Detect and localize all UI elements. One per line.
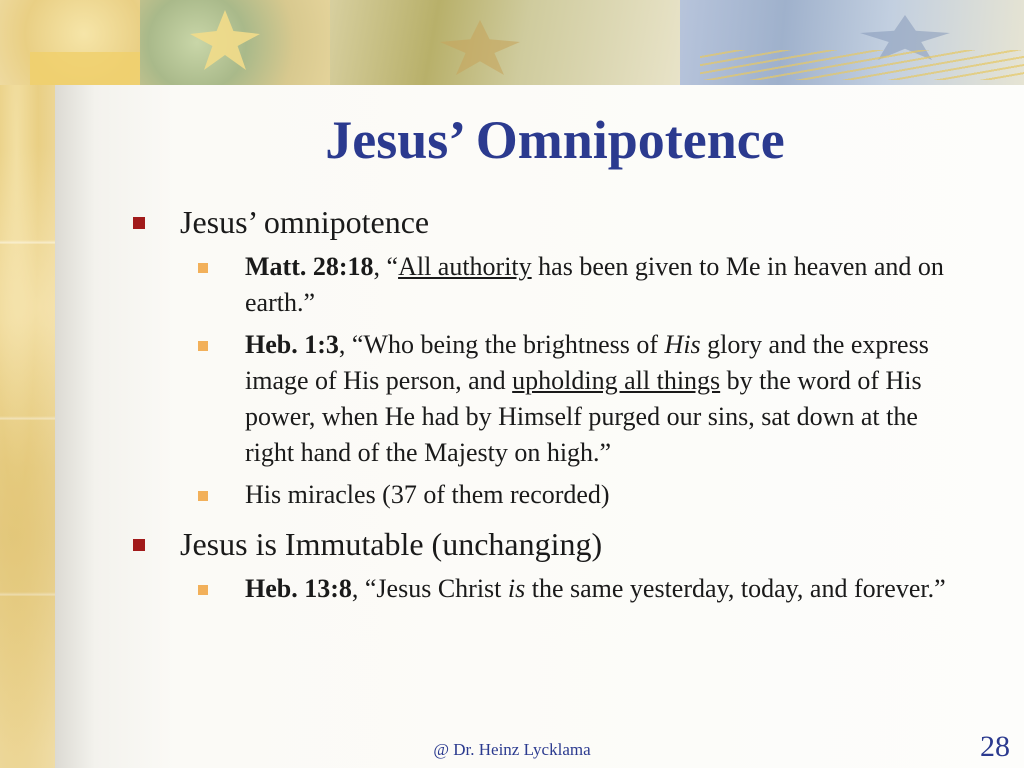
scripture-reference: Matt. 28:18 [245, 252, 374, 281]
decorative-left-strip [0, 0, 55, 768]
text-run: glory and the express image of His person, and [245, 330, 929, 395]
bullet-level2 [128, 477, 956, 513]
square-bullet-icon [133, 217, 145, 229]
wheat-decoration [700, 50, 1024, 80]
scripture-reference: Heb. 1:3 [245, 330, 339, 359]
bullet-text [245, 571, 955, 607]
footer-credit: @ Dr. Heinz Lycklama [433, 740, 591, 759]
bullet-level2 [128, 249, 956, 321]
text-run: , “Jesus Christ [351, 574, 508, 603]
bullet-level2 [128, 571, 956, 607]
bullet-level1 [128, 525, 968, 563]
italic-word: His [664, 330, 701, 359]
text-run: , “Who being the brightness of [338, 330, 665, 359]
banner-accent [30, 52, 140, 85]
square-bullet-icon [198, 585, 208, 595]
bullet-text: Jesus is Immutable (unchanging) [180, 526, 603, 562]
text-run: , “ [373, 252, 399, 281]
decorative-banner [0, 0, 1024, 85]
underlined-phrase: upholding all things [512, 366, 721, 395]
bullet-text [245, 249, 955, 321]
text-run: has been given to Me in heaven and on earth.” [245, 252, 944, 317]
text-run: the same yesterday, today, and forever.” [525, 574, 946, 603]
bullet-text: His miracles (37 of them recorded) [245, 480, 610, 509]
underlined-phrase: All authority [398, 252, 532, 281]
scripture-reference: Heb. 13:8 [245, 574, 352, 603]
page-number: 28 [980, 730, 1010, 763]
italic-word: is [507, 574, 526, 603]
square-bullet-icon [198, 491, 208, 501]
bullet-text: Jesus’ omnipotence [180, 204, 430, 240]
square-bullet-icon [198, 263, 208, 273]
bullet-level1 [128, 203, 968, 241]
square-bullet-icon [198, 341, 208, 351]
slide-body [128, 203, 968, 613]
text-run: by the word of His power, when He had by Himself purged our sins, sat down at the right hand of the Majesty on high.” [245, 366, 922, 467]
bullet-level2 [128, 327, 956, 471]
square-bullet-icon [133, 539, 145, 551]
slide-title: Jesus’ Omnipotence [325, 110, 785, 170]
bullet-text [245, 327, 955, 471]
